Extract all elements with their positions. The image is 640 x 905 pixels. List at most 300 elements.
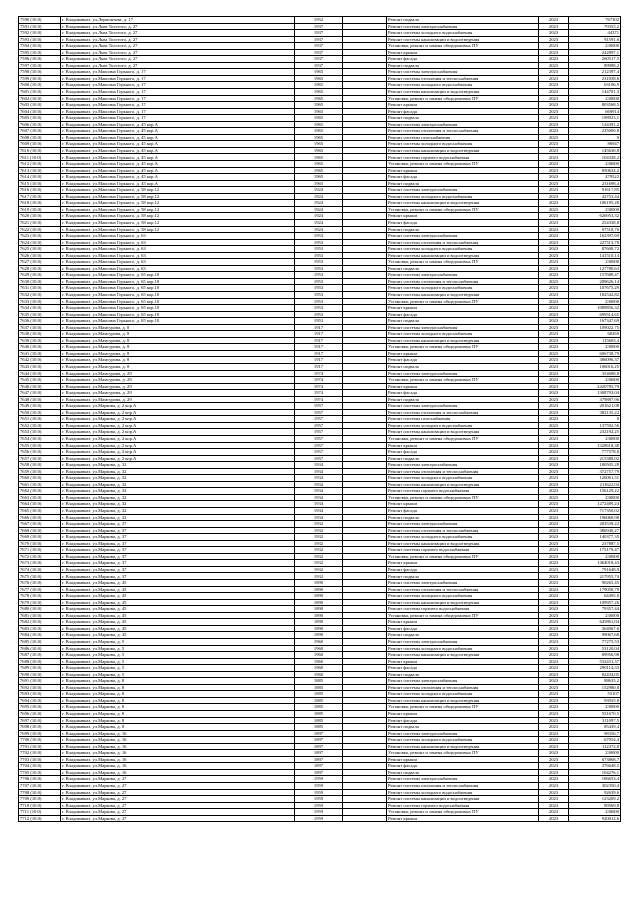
build-year-cell: 1974 xyxy=(295,383,343,390)
cost-cell: 109957,26 xyxy=(569,599,621,606)
address-cell: г. Владикавказ, ул.Льва Толстого, д. 27 xyxy=(61,56,295,63)
plan-year-cell: 2023 xyxy=(539,540,569,547)
cost-cell: 64495,8 xyxy=(569,593,621,600)
row-number: 7674 (10.0) xyxy=(19,566,61,573)
plan-year-cell: 2023 xyxy=(539,193,569,200)
plan-year-cell: 2023 xyxy=(539,625,569,632)
row-number: 7658 (10.0) xyxy=(19,462,61,469)
build-year-cell: 1897 xyxy=(295,737,343,744)
row-number: 7610 (10.0) xyxy=(19,147,61,154)
address-cell: г. Владикавказ, ул.Маркова, д. 8 xyxy=(61,704,295,711)
cost-cell: 99067,68 xyxy=(569,632,621,639)
row-number: 7710 (10.0) xyxy=(19,802,61,809)
address-cell: г. Владикавказ, ул.Маркова, д. 8 xyxy=(61,710,295,717)
work-type-cell: Установка, ремонт и замена общедомовых ПУ xyxy=(387,809,539,816)
address-cell: г. Владикавказ, ул.Льва Толстого, д. 27 xyxy=(61,49,295,56)
cost-cell: 209626,14 xyxy=(569,278,621,285)
address-cell: г. Владикавказ, ул.Маркова, д. 45 xyxy=(61,580,295,587)
plan-year-cell: 2023 xyxy=(539,632,569,639)
build-year-cell: 1953 xyxy=(295,259,343,266)
cost-cell: 98356,7 xyxy=(569,730,621,737)
plan-year-cell: 2023 xyxy=(539,187,569,194)
cost-cell: 217955,74 xyxy=(569,573,621,580)
cost-cell: 231058,6 xyxy=(569,75,621,82)
plan-year-cell: 2023 xyxy=(539,69,569,76)
cost-cell: 86947 xyxy=(569,141,621,148)
work-type-cell: Ремонт подвала xyxy=(387,396,539,403)
address-cell: г. Владикавказ, ул.Мамсурова, д. 29 xyxy=(61,390,295,397)
address-cell: г. Владикавказ, ул.Максима Горького, д. 58 кор.12 xyxy=(61,226,295,233)
work-type-cell: Ремонт системы электроснабжения xyxy=(387,462,539,469)
build-year-cell: 1934 xyxy=(295,462,343,469)
cost-cell: 104276,1 xyxy=(569,769,621,776)
build-year-cell: 1917 xyxy=(295,357,343,364)
row-number: 7607 (10.0) xyxy=(19,128,61,135)
row-number: 7645 (10.0) xyxy=(19,377,61,384)
cost-cell: 55107 xyxy=(569,691,621,698)
cost-cell: 106195,28 xyxy=(569,200,621,207)
address-cell: г. Владикавказ, ул.Маркова, д. 45 xyxy=(61,612,295,619)
address-cell: г. Владикавказ, ул.Маркова, д. 16 xyxy=(61,769,295,776)
cost-cell: 699314,65 xyxy=(569,311,621,318)
plan-year-cell: 2023 xyxy=(539,750,569,757)
plan-year-cell: 2023 xyxy=(539,396,569,403)
build-year-cell: 1932 xyxy=(295,540,343,547)
build-year-cell: 1960 xyxy=(295,645,343,652)
cost-cell: 115603,4 xyxy=(569,337,621,344)
plan-year-cell: 2023 xyxy=(539,337,569,344)
build-year-cell: 1885 xyxy=(295,724,343,731)
plan-year-cell: 2023 xyxy=(539,56,569,63)
row-number: 7615 (10.0) xyxy=(19,180,61,187)
work-type-cell: Ремонт системы отопления и теплоснабжения xyxy=(387,278,539,285)
work-type-cell: Установка, ремонт и замена общедомовых ПУ xyxy=(387,494,539,501)
work-type-cell: Ремонт системы горячего водоснабжения xyxy=(387,547,539,554)
row-number: 7613 (10.0) xyxy=(19,167,61,174)
work-type-cell: Ремонт системы электроснабжения xyxy=(387,233,539,240)
plan-year-cell: 2023 xyxy=(539,586,569,593)
plan-year-cell: 2023 xyxy=(539,370,569,377)
build-year-cell: 1924 xyxy=(295,187,343,194)
address-cell: г. Владикавказ, ул.Максима Горького, д. 65 кор.10 xyxy=(61,285,295,292)
plan-year-cell: 2023 xyxy=(539,291,569,298)
address-cell: г. Владикавказ, ул.Маркова, д. 45 xyxy=(61,606,295,613)
address-cell: г. Владикавказ, ул.Маркова, д. 32 xyxy=(61,462,295,469)
row-number: 7614 (10.0) xyxy=(19,174,61,181)
plan-year-cell: 2023 xyxy=(539,200,569,207)
row-number: 7711 (10.0) xyxy=(19,809,61,816)
build-year-cell: 1957 xyxy=(295,409,343,416)
build-year-cell: 1890 xyxy=(295,619,343,626)
cost-cell: 626953,32 xyxy=(569,213,621,220)
cost-cell: 230000 xyxy=(569,553,621,560)
address-cell: г. Владикавказ, ул.Максима Горького, д. 45 кор.А xyxy=(61,141,295,148)
work-type-cell: Ремонт фасада xyxy=(387,219,539,226)
address-cell: г. Владикавказ, ул.Маркова, д. 32 xyxy=(61,494,295,501)
work-type-cell: Ремонт крыши xyxy=(387,501,539,508)
build-year-cell: 1917 xyxy=(295,331,343,338)
build-year-cell: 1917 xyxy=(295,324,343,331)
work-type-cell: Ремонт системы газоснабжения xyxy=(387,134,539,141)
work-type-cell: Установка, ремонт и замена общедомовых ПУ xyxy=(387,206,539,213)
row-number: 7670 (10.0) xyxy=(19,540,61,547)
row-number: 7700 (10.0) xyxy=(19,737,61,744)
cost-cell: 201621,08 xyxy=(569,403,621,410)
cost-cell: 1272489,24 xyxy=(569,501,621,508)
work-type-cell: Ремонт системы электроснабжения xyxy=(387,521,539,528)
cost-cell: 479522 xyxy=(569,174,621,181)
cost-cell: 162397,69 xyxy=(569,233,621,240)
row-number: 7667 (10.0) xyxy=(19,521,61,528)
address-cell: г. Владикавказ, ул.Маркова, д. 2 кор.А xyxy=(61,409,295,416)
row-number: 7594 (10.0) xyxy=(19,43,61,50)
build-year-cell: 1937 xyxy=(295,30,343,37)
row-number: 7608 (10.0) xyxy=(19,134,61,141)
build-year-cell: 1937 xyxy=(295,36,343,43)
cost-cell: 254338,8 xyxy=(569,219,621,226)
work-type-cell: Ремонт системы канализации и водоотведения xyxy=(387,147,539,154)
row-number: 7626 (10.0) xyxy=(19,252,61,259)
row-number: 7630 (10.0) xyxy=(19,278,61,285)
work-type-cell: Ремонт системы канализации и водоотведения xyxy=(387,36,539,43)
row-number: 7620 (10.0) xyxy=(19,213,61,220)
cost-cell: 231698,4 xyxy=(569,180,621,187)
row-number: 7685 (10.0) xyxy=(19,638,61,645)
plan-year-cell: 2023 xyxy=(539,462,569,469)
row-number: 7698 (10.0) xyxy=(19,724,61,731)
plan-year-cell: 2023 xyxy=(539,514,569,521)
work-type-cell: Ремонт системы электроснабжения xyxy=(387,187,539,194)
row-number: 7644 (10.0) xyxy=(19,370,61,377)
plan-year-cell: 2023 xyxy=(539,134,569,141)
row-number: 7606 (10.0) xyxy=(19,121,61,128)
cost-cell: 2420785,79 xyxy=(569,383,621,390)
build-year-cell: 1965 xyxy=(295,75,343,82)
cost-cell: 551670,5 xyxy=(569,710,621,717)
build-year-cell: 1959 xyxy=(295,776,343,783)
cost-cell: 196060,98 xyxy=(569,514,621,521)
build-year-cell: 1885 xyxy=(295,704,343,711)
plan-year-cell: 2023 xyxy=(539,344,569,351)
cost-cell: 230000 xyxy=(569,809,621,816)
cost-cell: 180505,28 xyxy=(569,462,621,469)
plan-year-cell: 2023 xyxy=(539,619,569,626)
build-year-cell: 1932 xyxy=(295,573,343,580)
work-type-cell: Ремонт системы отопления и теплоснабжения xyxy=(387,782,539,789)
address-cell: г. Владикавказ, ул.Маркова, д. 5 xyxy=(61,645,295,652)
cost-cell: 0 xyxy=(569,134,621,141)
address-cell: г. Владикавказ, ул.Маркова, д. 16 xyxy=(61,737,295,744)
address-cell: г. Владикавказ, ул.Маркова, д. 27 xyxy=(61,802,295,809)
build-year-cell: 1959 xyxy=(295,789,343,796)
cost-cell: 140377,35 xyxy=(569,534,621,541)
build-year-cell: 1885 xyxy=(295,678,343,685)
cost-cell: 606738,79 xyxy=(569,350,621,357)
plan-year-cell: 2023 xyxy=(539,82,569,89)
cost-cell: 186653,4 xyxy=(569,776,621,783)
address-cell: г. Владикавказ, ул.Маркова, д. 8 xyxy=(61,678,295,685)
plan-year-cell: 2023 xyxy=(539,161,569,168)
address-cell: г. Владикавказ, ул.Максима Горького, д. 17 xyxy=(61,82,295,89)
plan-year-cell: 2023 xyxy=(539,75,569,82)
build-year-cell: 1965 xyxy=(295,121,343,128)
work-type-cell: Ремонт системы холодного водоснабжения xyxy=(387,141,539,148)
cost-cell: 82434,05 xyxy=(569,671,621,678)
build-year-cell: 1890 xyxy=(295,586,343,593)
work-type-cell: Ремонт системы холодного водоснабжения xyxy=(387,246,539,253)
build-year-cell: 1957 xyxy=(295,403,343,410)
plan-year-cell: 2023 xyxy=(539,488,569,495)
cost-cell: 90265,45 xyxy=(569,580,621,587)
plan-year-cell: 2023 xyxy=(539,612,569,619)
cost-cell: 227513,78 xyxy=(569,239,621,246)
build-year-cell: 1957 xyxy=(295,455,343,462)
address-cell: г. Владикавказ, ул.Маркова, д. 2 кор.А xyxy=(61,429,295,436)
row-number: 7696 (10.0) xyxy=(19,710,61,717)
plan-year-cell: 2023 xyxy=(539,527,569,534)
plan-year-cell: 2023 xyxy=(539,219,569,226)
row-number: 7695 (10.0) xyxy=(19,704,61,711)
build-year-cell: 1934 xyxy=(295,481,343,488)
plan-year-cell: 2023 xyxy=(539,534,569,541)
row-number: 7637 (10.0) xyxy=(19,324,61,331)
address-cell: г. Владикавказ, ул.Максима Горького, д. 45 кор.А xyxy=(61,161,295,168)
build-year-cell: 1974 xyxy=(295,390,343,397)
build-year-cell: 1965 xyxy=(295,141,343,148)
work-type-cell: Ремонт крыши xyxy=(387,213,539,220)
build-year-cell: 1953 xyxy=(295,246,343,253)
plan-year-cell: 2023 xyxy=(539,665,569,672)
row-number: 7676 (10.0) xyxy=(19,580,61,587)
build-year-cell: 1974 xyxy=(295,396,343,403)
work-type-cell: Ремонт системы электроснабжения xyxy=(387,638,539,645)
plan-year-cell: 2023 xyxy=(539,141,569,148)
work-type-cell: Установка, ремонт и замена общедомовых ПУ xyxy=(387,344,539,351)
address-cell: г. Владикавказ, ул.Маркова, д. 32 xyxy=(61,514,295,521)
build-year-cell: 1934 xyxy=(295,514,343,521)
address-cell: г. Владикавказ, ул.Максима Горького, д. 58 кор.12 xyxy=(61,206,295,213)
plan-year-cell: 2023 xyxy=(539,95,569,102)
cost-cell: 1089856,32 xyxy=(569,305,621,312)
cost-cell: 230000 xyxy=(569,43,621,50)
cost-cell: 91591,6 xyxy=(569,36,621,43)
address-cell: г. Владикавказ, ул.Мамсурова, д. 8 xyxy=(61,350,295,357)
address-cell: г. Владикавказ, ул.Маркова, д. 2 кор.А xyxy=(61,416,295,423)
work-type-cell: Ремонт системы электроснабжения xyxy=(387,403,539,410)
row-number: 7651 (10.0) xyxy=(19,416,61,423)
build-year-cell: 1957 xyxy=(295,422,343,429)
build-year-cell: 1959 xyxy=(295,809,343,816)
work-type-cell: Ремонт системы отопления и теплоснабжения xyxy=(387,75,539,82)
cost-cell: 215388,02 xyxy=(569,455,621,462)
plan-year-cell: 2023 xyxy=(539,36,569,43)
cost-cell: 145630,8 xyxy=(569,147,621,154)
plan-year-cell: 2023 xyxy=(539,436,569,443)
cost-cell: 91617,85 xyxy=(569,187,621,194)
plan-year-cell: 2023 xyxy=(539,350,569,357)
plan-year-cell: 2023 xyxy=(539,429,569,436)
plan-year-cell: 2023 xyxy=(539,645,569,652)
plan-year-cell: 2023 xyxy=(539,62,569,69)
cost-cell: 137592,56 xyxy=(569,422,621,429)
plan-year-cell: 2023 xyxy=(539,239,569,246)
plan-year-cell: 2023 xyxy=(539,802,569,809)
build-year-cell: 1890 xyxy=(295,580,343,587)
build-year-cell: 1924 xyxy=(295,219,343,226)
work-type-cell: Ремонт крыши xyxy=(387,49,539,56)
row-number: 7659 (10.0) xyxy=(19,468,61,475)
build-year-cell: 1965 xyxy=(295,147,343,154)
row-number: 7663 (10.0) xyxy=(19,494,61,501)
work-type-cell: Ремонт подвала xyxy=(387,115,539,122)
work-type-cell: Ремонт фасада xyxy=(387,56,539,63)
row-number: 7621 (10.0) xyxy=(19,219,61,226)
work-type-cell: Ремонт системы канализации и водоотведения xyxy=(387,252,539,259)
work-type-cell: Ремонт системы канализации и водоотведения xyxy=(387,429,539,436)
address-cell: г. Владикавказ, ул.Мамсурова, д. 29 xyxy=(61,383,295,390)
plan-year-cell: 2023 xyxy=(539,717,569,724)
work-type-cell: Ремонт подвала xyxy=(387,573,539,580)
plan-year-cell: 2023 xyxy=(539,403,569,410)
address-cell: г. Владикавказ, ул.Максима Горького, д. 45 кор.А xyxy=(61,134,295,141)
cost-cell: 237887,5 xyxy=(569,540,621,547)
build-year-cell: 1965 xyxy=(295,134,343,141)
work-type-cell: Ремонт системы отопления и теплоснабжения xyxy=(387,239,539,246)
plan-year-cell: 2023 xyxy=(539,331,569,338)
plan-year-cell: 2023 xyxy=(539,789,569,796)
plan-year-cell: 2023 xyxy=(539,508,569,515)
address-cell: г. Владикавказ, ул.Максима Горького, д. 63 xyxy=(61,265,295,272)
address-cell: г. Владикавказ, ул.Максима Горького, д. 58 кор.12 xyxy=(61,219,295,226)
row-number: 7689 (10.0) xyxy=(19,665,61,672)
row-number: 7592 (10.0) xyxy=(19,30,61,37)
row-number: 7681 (10.0) xyxy=(19,612,61,619)
address-cell: г. Владикавказ, ул.Максима Горького, д. 45 кор.А xyxy=(61,147,295,154)
build-year-cell: 1937 xyxy=(295,43,343,50)
work-type-cell: Ремонт системы электроснабжения xyxy=(387,370,539,377)
plan-year-cell: 2023 xyxy=(539,658,569,665)
document-page xyxy=(18,16,620,822)
address-cell: г. Владикавказ, ул.Максима Горького, д. 17 xyxy=(61,89,295,96)
address-cell: г. Владикавказ, ул.Маркова, д. 37 xyxy=(61,540,295,547)
build-year-cell: 1897 xyxy=(295,763,343,770)
work-type-cell: Ремонт системы канализации и водоотведения xyxy=(387,796,539,803)
build-year-cell: 1965 xyxy=(295,89,343,96)
build-year-cell: 1917 xyxy=(295,363,343,370)
work-type-cell: Ремонт системы отопления и теплоснабжения xyxy=(387,128,539,135)
work-type-cell: Ремонт системы электроснабжения xyxy=(387,272,539,279)
build-year-cell: 1932 xyxy=(295,527,343,534)
row-number: 7705 (10.0) xyxy=(19,769,61,776)
row-number: 7593 (10.0) xyxy=(19,36,61,43)
address-cell: г. Владикавказ, ул.Маркова, д. 37 xyxy=(61,527,295,534)
work-type-cell: Ремонт системы холодного водоснабжения xyxy=(387,285,539,292)
work-type-cell: Ремонт системы канализации и водоотведения xyxy=(387,743,539,750)
cost-cell: 791648,9 xyxy=(569,566,621,573)
cost-cell: 79355,2 xyxy=(569,23,621,30)
address-cell: г. Владикавказ, ул.Максима Горького, д. 63 xyxy=(61,252,295,259)
plan-year-cell: 2023 xyxy=(539,422,569,429)
work-type-cell: Ремонт системы канализации и водоотведения xyxy=(387,599,539,606)
address-cell: г. Владикавказ, ул.Максима Горького, д. 65 кор.10 xyxy=(61,305,295,312)
cost-cell: 230000 xyxy=(569,95,621,102)
plan-year-cell: 2023 xyxy=(539,501,569,508)
address-cell: г. Владикавказ, ул.Маркова, д. 37 xyxy=(61,547,295,554)
address-cell: г. Владикавказ, ул.Маркова, д. 16 xyxy=(61,730,295,737)
plan-year-cell: 2023 xyxy=(539,566,569,573)
address-cell: г. Владикавказ, ул.Мамсурова, д. 8 xyxy=(61,337,295,344)
build-year-cell: 1965 xyxy=(295,102,343,109)
plan-year-cell: 2023 xyxy=(539,455,569,462)
cost-cell: 106016,25 xyxy=(569,363,621,370)
work-type-cell: Установка, ремонт и замена общедомовых ПУ xyxy=(387,612,539,619)
row-number: 7683 (10.0) xyxy=(19,625,61,632)
row-number: 7602 (10.0) xyxy=(19,95,61,102)
plan-year-cell: 2023 xyxy=(539,553,569,560)
build-year-cell: 1924 xyxy=(295,206,343,213)
cost-cell: 89988,2 xyxy=(569,62,621,69)
cost-cell: 156129,22 xyxy=(569,488,621,495)
plan-year-cell: 2023 xyxy=(539,599,569,606)
address-cell: г. Владикавказ, ул.Маркова, д. 2 кор.А xyxy=(61,442,295,449)
plan-year-cell: 2023 xyxy=(539,730,569,737)
row-number: 7625 (10.0) xyxy=(19,246,61,253)
plan-year-cell: 2023 xyxy=(539,684,569,691)
row-number: 7654 (10.0) xyxy=(19,436,61,443)
work-type-cell: Ремонт системы холодного водоснабжения xyxy=(387,193,539,200)
cost-cell: 167347,69 xyxy=(569,318,621,325)
cost-cell: 1308793,04 xyxy=(569,390,621,397)
cost-cell: 152980,8 xyxy=(569,684,621,691)
cost-cell: 382135,22 xyxy=(569,409,621,416)
work-type-cell: Ремонт системы холодного водоснабжения xyxy=(387,645,539,652)
cost-cell: 0 xyxy=(569,416,621,423)
work-type-cell: Ремонт подвала xyxy=(387,455,539,462)
address-cell: г. Владикавказ, ул.Маркова, д. 27 xyxy=(61,789,295,796)
plan-year-cell: 2023 xyxy=(539,691,569,698)
cost-cell: 532431,37 xyxy=(569,658,621,665)
row-number: 7694 (10.0) xyxy=(19,697,61,704)
address-cell: г. Владикавказ, ул.Маркова, д. 5 xyxy=(61,652,295,659)
address-cell: г. Владикавказ, ул.Маркова, д. 8 xyxy=(61,724,295,731)
build-year-cell: 1965 xyxy=(295,180,343,187)
cost-cell: 376648,5 xyxy=(569,763,621,770)
build-year-cell: 1960 xyxy=(295,652,343,659)
build-year-cell: 1897 xyxy=(295,750,343,757)
build-year-cell: 1959 xyxy=(295,802,343,809)
build-year-cell: 1932 xyxy=(295,547,343,554)
row-number: 7635 (10.0) xyxy=(19,311,61,318)
work-type-cell: Ремонт системы холодного водоснабжения xyxy=(387,593,539,600)
build-year-cell: 1959 xyxy=(295,815,343,822)
address-cell: г. Владикавказ, ул.Маркова, д. 8 xyxy=(61,684,295,691)
cost-cell: 112372,8 xyxy=(569,743,621,750)
build-year-cell: 1897 xyxy=(295,730,343,737)
address-cell: г. Владикавказ, ул.Максима Горького, д. 63 xyxy=(61,239,295,246)
address-cell: г. Владикавказ, ул.Маркова, д. 37 xyxy=(61,566,295,573)
row-number: 7600 (10.0) xyxy=(19,82,61,89)
plan-year-cell: 2023 xyxy=(539,174,569,181)
plan-year-cell: 2023 xyxy=(539,43,569,50)
build-year-cell: 1917 xyxy=(295,337,343,344)
plan-year-cell: 2023 xyxy=(539,494,569,501)
build-year-cell: 1932 xyxy=(295,521,343,528)
plan-year-cell: 2023 xyxy=(539,796,569,803)
address-cell: г. Владикавказ, ул.Максима Горького, д. 58 кор.12 xyxy=(61,200,295,207)
cost-cell: 242897,1 xyxy=(569,49,621,56)
build-year-cell: 1932 xyxy=(295,534,343,541)
build-year-cell: 1885 xyxy=(295,697,343,704)
